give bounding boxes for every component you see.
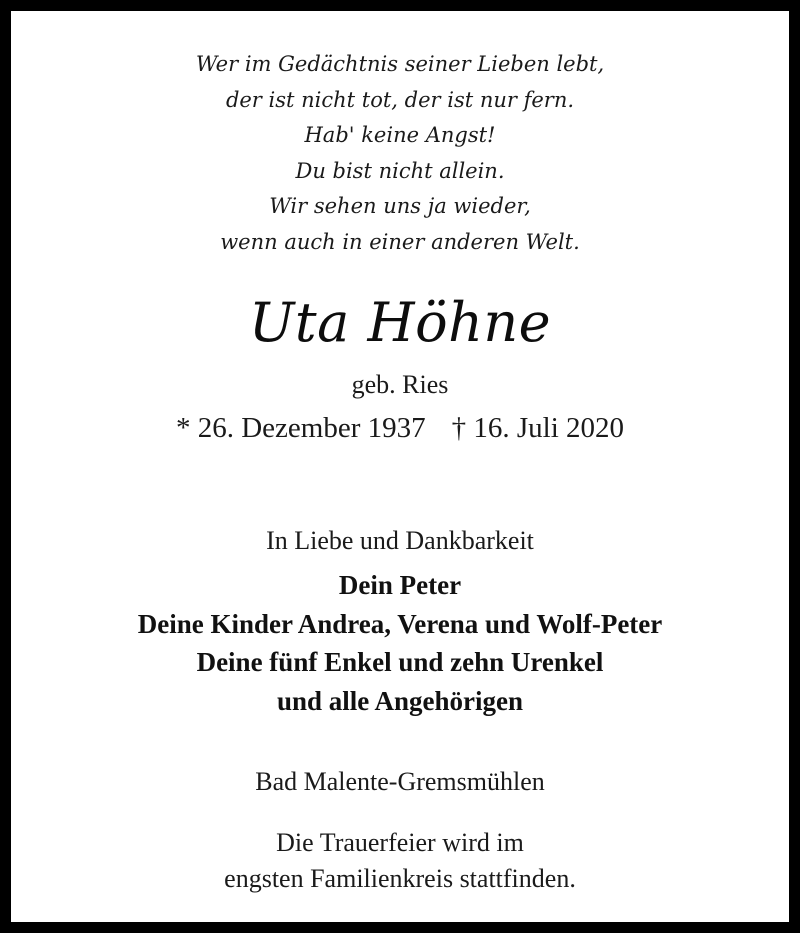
- life-dates: [11, 408, 789, 448]
- death-date: † 16. Juli 2020: [451, 412, 625, 444]
- poem-line: Du bist nicht allein.: [295, 158, 505, 183]
- poem-line: Hab' keine Angst!: [304, 123, 496, 148]
- birth-name: geb. Ries: [351, 370, 449, 399]
- mourner-line: und alle Angehörigen: [276, 685, 524, 716]
- mourners-list: [11, 566, 789, 720]
- mourner-line: Deine Kinder Andrea, Verena und Wolf-Peter: [137, 608, 663, 639]
- poem-line: Wer im Gedächtnis seiner Lieben lebt,: [195, 52, 605, 76]
- memorial-poem: [11, 47, 789, 261]
- mourner-line: Dein Peter: [338, 570, 462, 600]
- mourner-line: Deine fünf Enkel und zehn Urenkel: [196, 647, 604, 677]
- place-name: Bad Malente-Gremsmühlen: [255, 767, 545, 796]
- ceremony-note: [11, 825, 789, 897]
- dedication-line: In Liebe und Dankbarkeit: [266, 526, 534, 555]
- poem-line: der ist nicht tot, der ist nur fern.: [225, 87, 575, 112]
- deceased-name: Uta Höhne: [248, 291, 552, 354]
- poem-line: Wir sehen uns ja wieder,: [269, 194, 531, 219]
- birth-date: * 26. Dezember 1937: [175, 412, 426, 444]
- poem-line: wenn auch in einer anderen Welt.: [220, 229, 580, 254]
- ceremony-line: Die Trauerfeier wird im: [276, 828, 524, 857]
- ceremony-line: engsten Familienkreis stattfinden.: [224, 864, 576, 893]
